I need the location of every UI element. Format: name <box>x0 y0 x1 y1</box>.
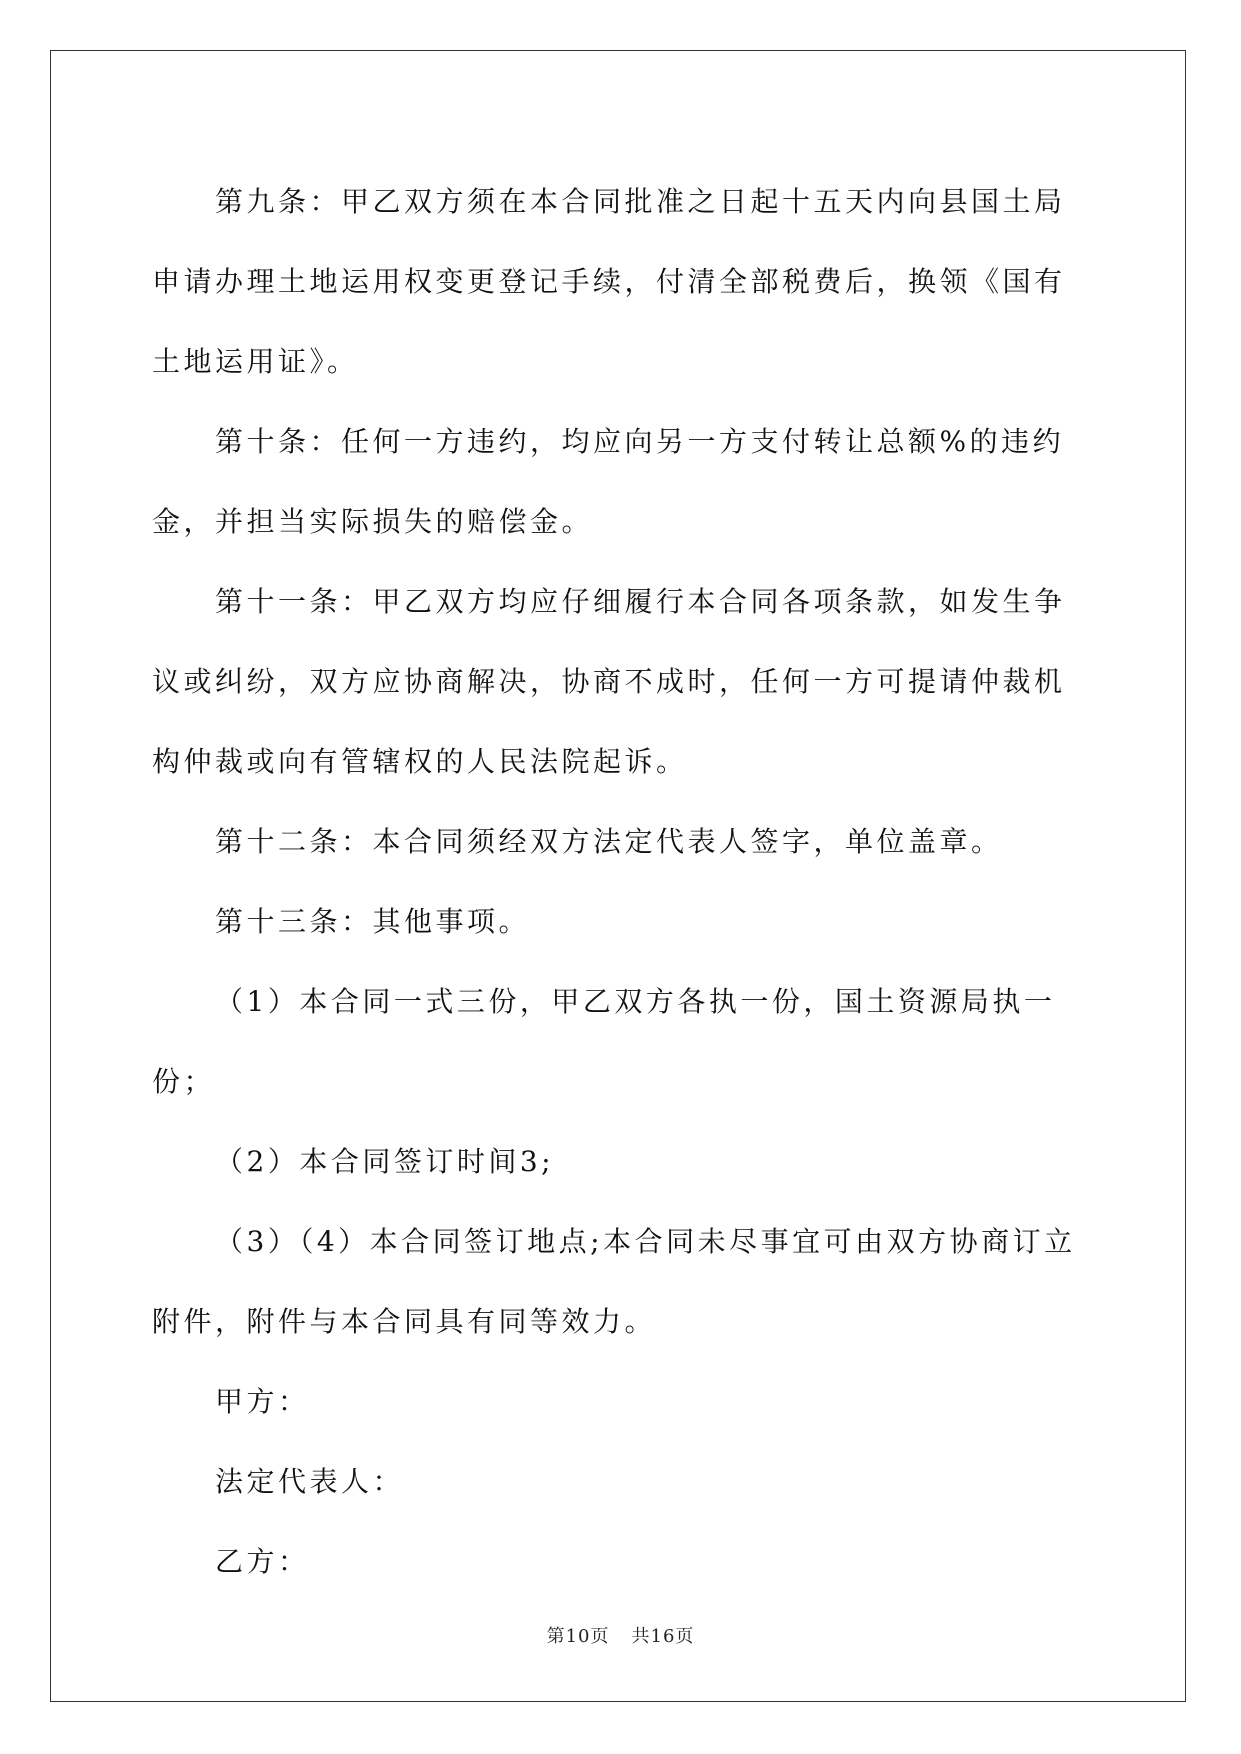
item-2: （2）本合同签订时间3; <box>215 1145 555 1178</box>
party-a-label: 甲方： <box>215 1385 310 1418</box>
article-10: 第十条：任何一方违约，均应向另一方支付转让总额%的违约金，并担当实际损失的赔偿金。 <box>152 425 1065 538</box>
page-number-total: 共16页 <box>631 1626 695 1647</box>
page-footer <box>0 1622 1241 1648</box>
article-11: 第十一条：甲乙双方均应仔细履行本合同各项条款，如发生争议或纠纷，双方应协商解决，协商不成时，任何一方可提请仲裁机构仲裁或向有管辖权的人民法院起诉。 <box>152 585 1066 778</box>
party-b-label: 乙方： <box>215 1545 310 1578</box>
document-body <box>152 162 1092 1602</box>
item-3-4: （3）（4）本合同签订地点;本合同未尽事宜可由双方协商订立附件，附件与本合同具有同等效力。 <box>152 1225 1076 1338</box>
article-9: 第九条：甲乙双方须在本合同批准之日起十五天内向县国土局申请办理土地运用权变更登记手续，付清全部税费后，换领《国有土地运用证》。 <box>152 185 1066 378</box>
article-12: 第十二条：本合同须经双方法定代表人签字，单位盖章。 <box>215 825 1003 858</box>
page-number-current: 第10页 <box>546 1626 610 1647</box>
item-1: （1）本合同一式三份，甲乙双方各执一份，国土资源局执一份； <box>152 985 1056 1098</box>
article-13: 第十三条：其他事项。 <box>215 905 531 938</box>
legal-representative-label: 法定代表人： <box>215 1465 405 1498</box>
